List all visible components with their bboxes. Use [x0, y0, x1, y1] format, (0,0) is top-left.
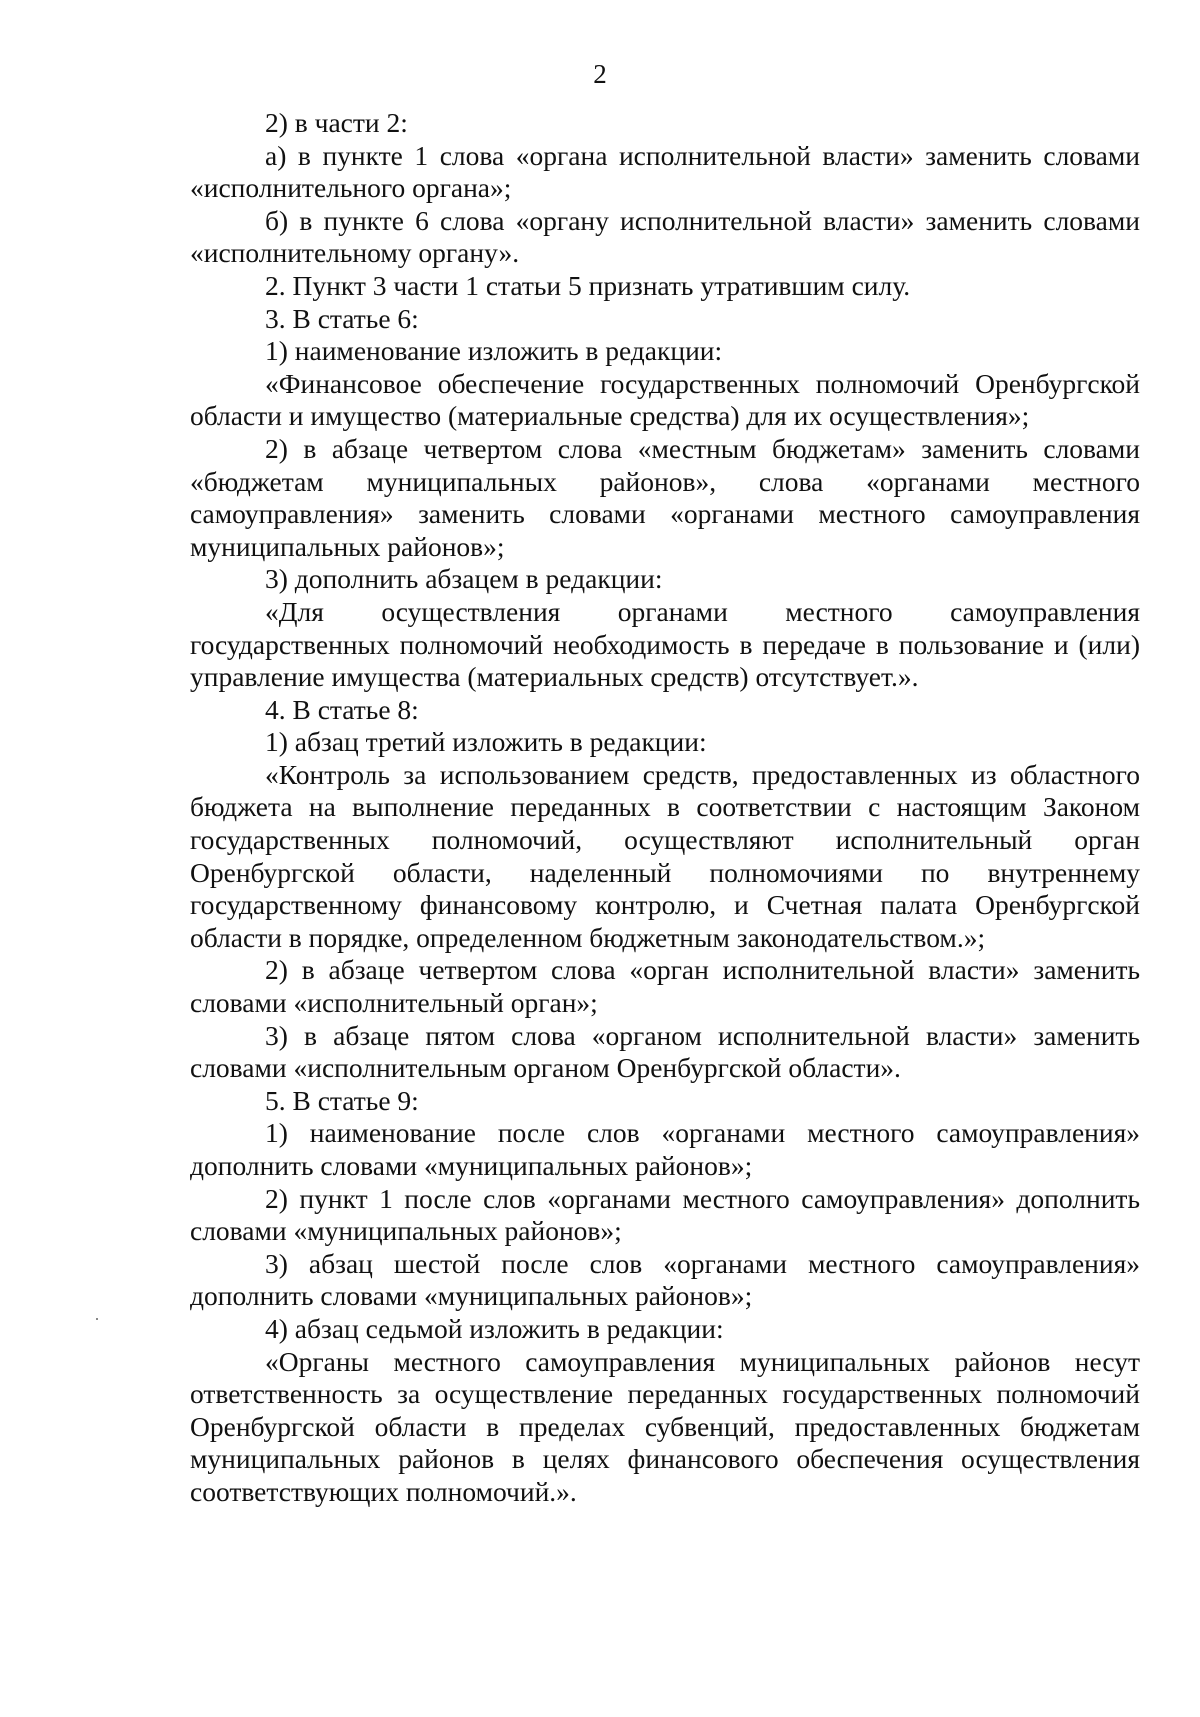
page-number: 2	[593, 59, 607, 89]
paragraph: 2) в абзаце четвертом слова «орган исполнительной власти» заменить словами «исполнительный орган»;	[190, 954, 1140, 1019]
paragraph: 1) абзац третий изложить в редакции:	[265, 726, 707, 758]
paragraph: «Для осуществления органами местного самоуправления государственных полномочий необходимость в передаче в пользование и (или) управление имущества (материальных средств) отсутствует.».	[190, 595, 1140, 693]
paragraph: 2) в абзаце четвертом слова «местным бюджетам» заменить словами «бюджетам муниципальных районов», слова «органами местного самоуправления» заменить словами «органами местного самоуправления муниципальных районов»;	[190, 432, 1140, 562]
paragraph: «Органы местного самоуправления муниципальных районов несут ответственность за осуществление переданных государственных полномочий Оренбургской области в пределах субвенций, предоставленных бюджетам муниципальных районов в целях финансового обеспечения осуществления соответствующих полномочий.».	[190, 1345, 1140, 1507]
paragraph: 1) наименование после слов «органами местного самоуправления» дополнить словами «муниципальных районов»;	[190, 1117, 1140, 1181]
scan-speck	[96, 1318, 98, 1320]
paragraph: «Контроль за использованием средств, предоставленных из областного бюджета на выполнение переданных в соответствии с настоящим Законом государственных полномочий, осуществляют исполнительный орган Оренбургской области, наделенный полномочиями по внутреннему государственному финансовому контролю, и Счетная палата Оренбургской области в порядке, определенном бюджетным законодательством.»;	[190, 758, 1140, 953]
paragraph: 4) абзац седьмой изложить в редакции:	[265, 1312, 724, 1344]
paragraph: а) в пункте 1 слова «органа исполнительной власти» заменить словами «исполнительного органа»;	[190, 139, 1140, 204]
paragraph: 4. В статье 8:	[265, 693, 419, 725]
paragraph: 3. В статье 6:	[265, 302, 419, 334]
paragraph: 3) абзац шестой после слов «органами местного самоуправления» дополнить словами «муниципальных районов»;	[190, 1247, 1140, 1312]
paragraph: 2) пункт 1 после слов «органами местного самоуправления» дополнить словами «муниципальных районов»;	[190, 1182, 1140, 1247]
paragraph: 3) дополнить абзацем в редакции:	[265, 563, 663, 595]
paragraph: б) в пункте 6 слова «органу исполнительной власти» заменить словами «исполнительному органу».	[190, 204, 1140, 269]
paragraph: 1) наименование изложить в редакции:	[265, 335, 723, 367]
paragraph: 5. В статье 9:	[265, 1084, 419, 1116]
paragraph: «Финансовое обеспечение государственных полномочий Оренбургской области и имущество (материальные средства) для их осуществления»;	[190, 367, 1140, 432]
paragraph: 3) в абзаце пятом слова «органом исполнительной власти» заменить словами «исполнительным органом Оренбургской области».	[190, 1019, 1140, 1084]
document-body	[190, 107, 1140, 1509]
paragraph: 2) в части 2:	[265, 107, 408, 138]
paragraph: 2. Пункт 3 части 1 статьи 5 признать утратившим силу.	[265, 269, 911, 301]
